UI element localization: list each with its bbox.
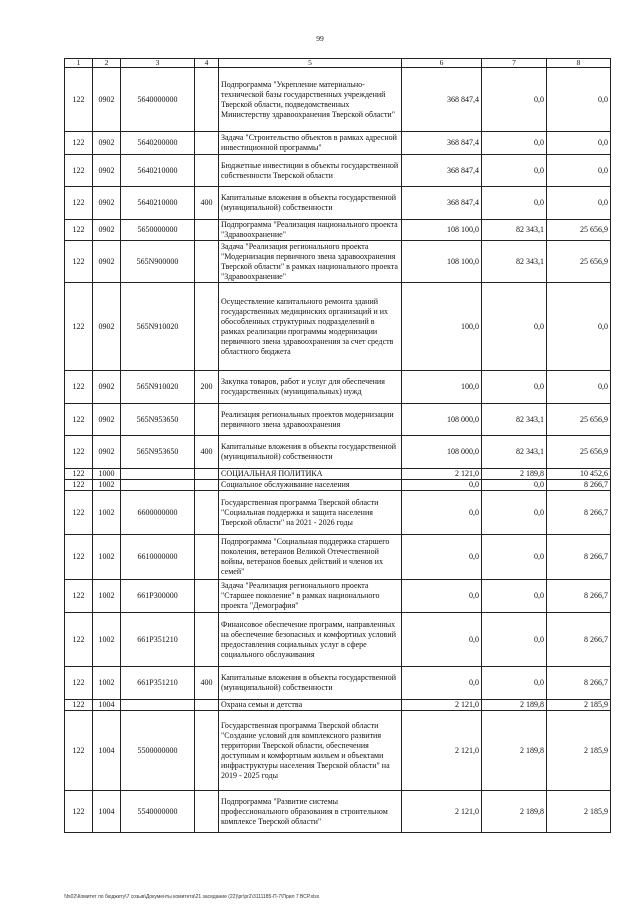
target-article-cell: 565N953650 [121,436,195,469]
amount-col6-cell: 2 121,0 [402,469,482,480]
header-col-7: 7 [482,59,547,68]
amount-col7-cell: 0,0 [482,667,547,700]
expense-type-cell [195,155,219,187]
name-cell: Капитальные вложения в объекты государственной (муниципальной) собственности [219,187,402,220]
name-cell: Подпрограмма "Развитие системы профессионального образования в строительном комплексе Тверской области" [219,791,402,833]
amount-col8-cell: 0,0 [547,68,611,132]
amount-col8-cell: 25 656,9 [547,436,611,469]
expense-type-cell [195,711,219,791]
code-cell: 122 [65,241,93,283]
target-article-cell: 5640000000 [121,68,195,132]
section-cell: 1002 [93,491,121,535]
amount-col6-cell: 0,0 [402,613,482,667]
amount-col7-cell: 82 343,1 [482,436,547,469]
amount-col6-cell: 0,0 [402,667,482,700]
name-cell: Закупка товаров, работ и услуг для обеспечения государственных (муниципальных) нужд [219,371,402,404]
code-cell: 122 [65,667,93,700]
amount-col7-cell: 0,0 [482,132,547,155]
section-cell: 0902 [93,187,121,220]
table-row [65,711,611,791]
amount-col7-cell: 0,0 [482,580,547,613]
amount-col6-cell: 0,0 [402,491,482,535]
amount-col7-cell: 2 189,8 [482,711,547,791]
code-cell: 122 [65,613,93,667]
code-cell: 122 [65,220,93,241]
section-cell: 1002 [93,667,121,700]
header-col-2: 2 [93,59,121,68]
table-body [65,68,611,833]
expense-type-cell: 200 [195,371,219,404]
code-cell: 122 [65,791,93,833]
amount-col8-cell: 8 266,7 [547,580,611,613]
table-row [65,613,611,667]
amount-col8-cell: 0,0 [547,371,611,404]
expense-type-cell [195,580,219,613]
section-cell: 1002 [93,580,121,613]
expense-type-cell [195,404,219,436]
name-cell: Осуществление капитального ремонта зданий государственных медицинских организаций и их обособленных структурных подразделений в рамках реализации программы модернизации первичного звена здравоохранения за счет средств областного бюджета [219,283,402,371]
section-cell: 0902 [93,436,121,469]
amount-col8-cell: 8 266,7 [547,535,611,580]
code-cell: 122 [65,491,93,535]
amount-col6-cell: 368 847,4 [402,187,482,220]
amount-col8-cell: 0,0 [547,132,611,155]
amount-col6-cell: 368 847,4 [402,68,482,132]
name-cell: Подпрограмма "Реализация национального проекта "Здравоохранение" [219,220,402,241]
expense-type-cell [195,220,219,241]
code-cell: 122 [65,155,93,187]
amount-col8-cell: 2 185,9 [547,791,611,833]
section-cell: 1004 [93,711,121,791]
table-row [65,132,611,155]
name-cell: Реализация региональных проектов модернизации первичного звена здравоохранения [219,404,402,436]
amount-col7-cell: 0,0 [482,283,547,371]
target-article-cell: 5640210000 [121,155,195,187]
name-cell: Финансовое обеспечение программ, направленных на обеспечение безопасных и комфортных условий предоставления социальных услуг в сфере социального обслуживания [219,613,402,667]
amount-col8-cell: 2 185,9 [547,711,611,791]
amount-col8-cell: 8 266,7 [547,491,611,535]
table-row [65,220,611,241]
target-article-cell: 5640210000 [121,187,195,220]
section-cell: 1002 [93,535,121,580]
amount-col8-cell: 2 185,9 [547,700,611,711]
header-col-3: 3 [121,59,195,68]
amount-col8-cell: 0,0 [547,187,611,220]
section-cell: 1002 [93,613,121,667]
target-article-cell [121,469,195,480]
target-article-cell [121,480,195,491]
code-cell: 122 [65,187,93,220]
code-cell: 122 [65,371,93,404]
section-cell: 1004 [93,700,121,711]
amount-col6-cell: 2 121,0 [402,700,482,711]
header-col-4: 4 [195,59,219,68]
name-cell: Государственная программа Тверской области "Социальная поддержка и защита населения Тверской области" на 2021 - 2026 годы [219,491,402,535]
amount-col6-cell: 0,0 [402,480,482,491]
amount-col7-cell: 0,0 [482,371,547,404]
amount-col7-cell: 0,0 [482,480,547,491]
table-row [65,469,611,480]
section-cell: 0902 [93,68,121,132]
header-col-1: 1 [65,59,93,68]
amount-col7-cell: 0,0 [482,155,547,187]
section-cell: 1002 [93,480,121,491]
expense-type-cell: 400 [195,667,219,700]
table-row [65,791,611,833]
expense-type-cell [195,283,219,371]
amount-col6-cell: 368 847,4 [402,132,482,155]
name-cell: Задача "Реализация регионального проекта "Старшее поколение" в рамках национального проекта "Демография" [219,580,402,613]
amount-col7-cell: 2 189,8 [482,791,547,833]
expense-type-cell [195,132,219,155]
name-cell: Социальное обслуживание населения [219,480,402,491]
amount-col6-cell: 100,0 [402,283,482,371]
amount-col6-cell: 108 100,0 [402,241,482,283]
amount-col6-cell: 100,0 [402,371,482,404]
name-cell: Подпрограмма "Укрепление материально-технической базы государственных учреждений Тверской области, подведомственных Министерству здравоохранения Тверской области" [219,68,402,132]
code-cell: 122 [65,404,93,436]
name-cell: Задача "Реализация регионального проекта "Модернизация первичного звена здравоохранения Тверской области" в рамках национального проекта "Здравоохранение" [219,241,402,283]
name-cell: Подпрограмма "Социальная поддержка старшего поколения, ветеранов Великой Отечественной войны, ветеранов боевых действий и членов их семей" [219,535,402,580]
amount-col6-cell: 108 000,0 [402,404,482,436]
target-article-cell: 565N953650 [121,404,195,436]
amount-col6-cell: 2 121,0 [402,711,482,791]
page-number: 99 [316,34,324,43]
section-cell: 0902 [93,241,121,283]
name-cell: СОЦИАЛЬНАЯ ПОЛИТИКА [219,469,402,480]
amount-col7-cell: 0,0 [482,187,547,220]
name-cell: Капитальные вложения в объекты государственной (муниципальной) собственности [219,436,402,469]
amount-col8-cell: 8 266,7 [547,480,611,491]
amount-col6-cell: 2 121,0 [402,791,482,833]
file-path-footer: \\fs02\Комитет по бюджету\7 созыв\Документы комитета\21 заседание (22)\pr\pr2\3111185-П-7\Прил 7 ВСР.xlsx [64,894,320,900]
code-cell: 122 [65,132,93,155]
section-cell: 0902 [93,283,121,371]
amount-col7-cell: 82 343,1 [482,241,547,283]
expense-type-cell [195,241,219,283]
expense-type-cell: 400 [195,187,219,220]
target-article-cell: 5540000000 [121,791,195,833]
name-cell: Задача "Строительство объектов в рамках адресной инвестиционной программы" [219,132,402,155]
table-row [65,480,611,491]
target-article-cell: 661P351210 [121,613,195,667]
code-cell: 122 [65,580,93,613]
code-cell: 122 [65,469,93,480]
code-cell: 122 [65,700,93,711]
amount-col8-cell: 25 656,9 [547,220,611,241]
amount-col8-cell: 0,0 [547,283,611,371]
expense-type-cell [195,791,219,833]
amount-col6-cell: 108 100,0 [402,220,482,241]
amount-col8-cell: 10 452,6 [547,469,611,480]
target-article-cell: 565N910020 [121,371,195,404]
name-cell: Охрана семьи и детства [219,700,402,711]
section-cell: 1004 [93,791,121,833]
table-row [65,700,611,711]
amount-col7-cell: 82 343,1 [482,404,547,436]
target-article-cell: 6600000000 [121,491,195,535]
section-cell: 0902 [93,155,121,187]
table-row [65,667,611,700]
amount-col6-cell: 368 847,4 [402,155,482,187]
expense-type-cell [195,491,219,535]
table-row [65,68,611,132]
amount-col7-cell: 0,0 [482,535,547,580]
table-row [65,187,611,220]
code-cell: 122 [65,711,93,791]
amount-col8-cell: 8 266,7 [547,613,611,667]
table-row [65,535,611,580]
header-col-6: 6 [402,59,482,68]
table-row [65,283,611,371]
name-cell: Государственная программа Тверской области "Создание условий для комплексного развития территории Тверской области, обеспечения доступным и комфортным жильем и объектами инфраструктуры населения Тверской области" на 2019 - 2025 годы [219,711,402,791]
table-row [65,155,611,187]
target-article-cell: 5650000000 [121,220,195,241]
amount-col8-cell: 0,0 [547,155,611,187]
amount-col8-cell: 25 656,9 [547,404,611,436]
amount-col7-cell: 82 343,1 [482,220,547,241]
code-cell: 122 [65,535,93,580]
target-article-cell [121,700,195,711]
name-cell: Капитальные вложения в объекты государственной (муниципальной) собственности [219,667,402,700]
table-header-row [65,59,611,68]
expense-type-cell [195,535,219,580]
code-cell: 122 [65,68,93,132]
section-cell: 0902 [93,371,121,404]
code-cell: 122 [65,480,93,491]
expense-type-cell [195,700,219,711]
expense-type-cell [195,480,219,491]
target-article-cell: 6610000000 [121,535,195,580]
amount-col7-cell: 0,0 [482,491,547,535]
expense-type-cell: 400 [195,436,219,469]
amount-col6-cell: 0,0 [402,535,482,580]
target-article-cell: 565N910020 [121,283,195,371]
table-row [65,404,611,436]
expense-type-cell [195,469,219,480]
expense-type-cell [195,613,219,667]
target-article-cell: 661P300000 [121,580,195,613]
section-cell: 0902 [93,404,121,436]
code-cell: 122 [65,436,93,469]
table-row [65,371,611,404]
target-article-cell: 5640200000 [121,132,195,155]
target-article-cell: 661P351210 [121,667,195,700]
section-cell: 0902 [93,132,121,155]
amount-col8-cell: 8 266,7 [547,667,611,700]
amount-col7-cell: 0,0 [482,68,547,132]
amount-col8-cell: 25 656,9 [547,241,611,283]
expense-type-cell [195,68,219,132]
table-row [65,436,611,469]
table-row [65,241,611,283]
code-cell: 122 [65,283,93,371]
amount-col7-cell: 2 189,8 [482,469,547,480]
table-row [65,491,611,535]
name-cell: Бюджетные инвестиции в объекты государственной собственности Тверской области [219,155,402,187]
header-col-8: 8 [547,59,611,68]
section-cell: 0902 [93,220,121,241]
amount-col7-cell: 2 189,8 [482,700,547,711]
header-col-5: 5 [219,59,402,68]
amount-col6-cell: 108 000,0 [402,436,482,469]
amount-col6-cell: 0,0 [402,580,482,613]
section-cell: 1000 [93,469,121,480]
amount-col7-cell: 0,0 [482,613,547,667]
table-row [65,580,611,613]
target-article-cell: 5500000000 [121,711,195,791]
budget-table [64,58,611,833]
target-article-cell: 565N900000 [121,241,195,283]
